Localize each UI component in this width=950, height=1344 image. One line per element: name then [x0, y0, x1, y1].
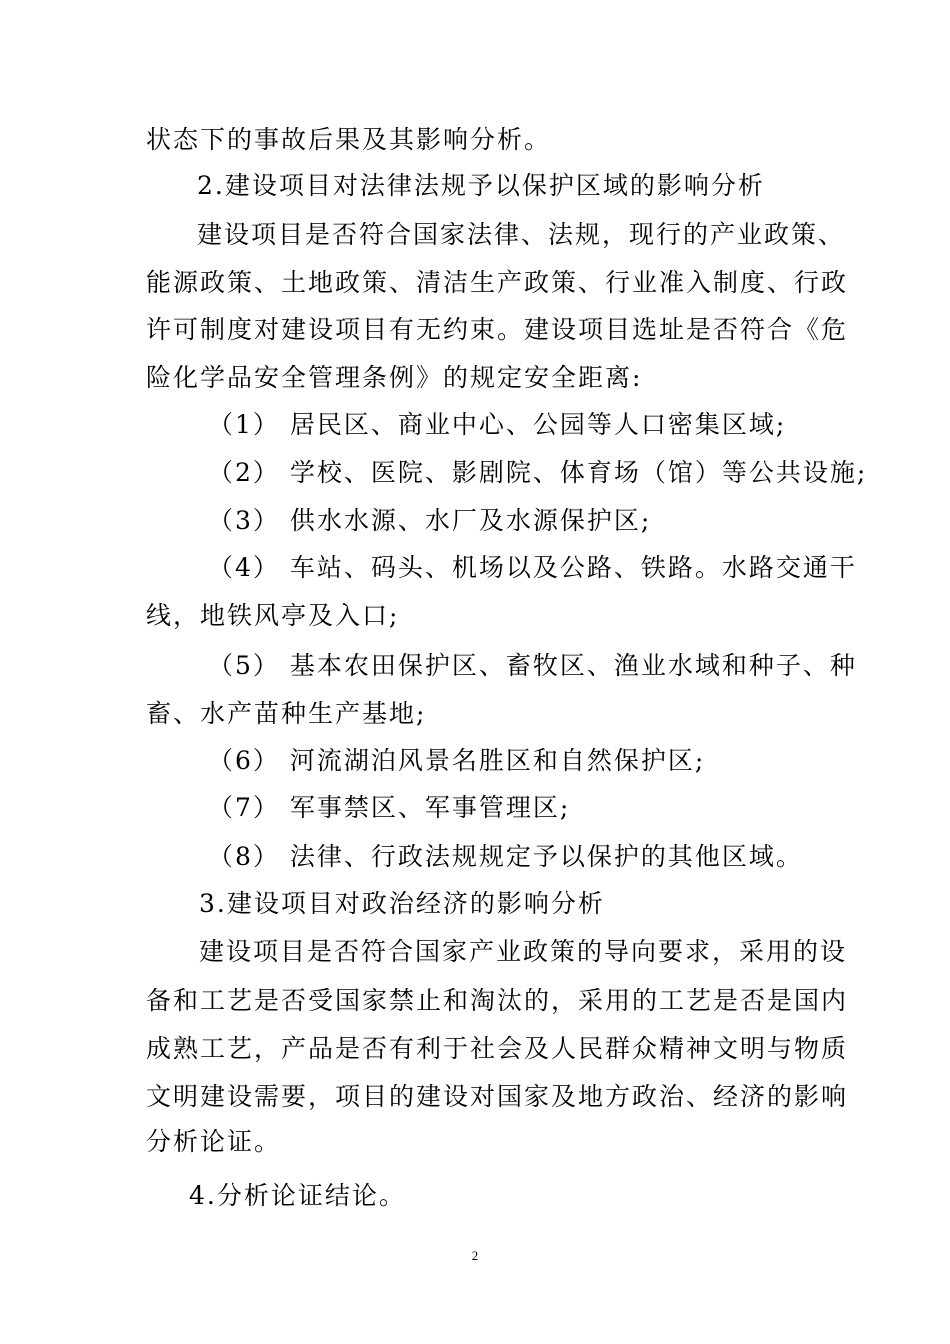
- section-heading: 4.分析论证结论。: [189, 1181, 406, 1210]
- text-line: 险化学品安全管理条例》的规定安全距离:: [146, 363, 643, 392]
- page-number: 2: [471, 1248, 479, 1263]
- list-item: （1） 居民区、商业中心、公园等人口密集区域;: [208, 410, 787, 439]
- text-line: 备和工艺是否受国家禁止和淘汰的，采用的工艺是否是国内: [146, 986, 849, 1015]
- list-item: （6） 河流湖泊风景名胜区和自然保护区;: [208, 746, 706, 775]
- text-line: 状态下的事故后果及其影响分析。: [146, 125, 552, 154]
- text-line: 许可制度对建设项目有无约束。建设项目选址是否符合《危: [146, 315, 849, 344]
- text-line: 分析论证。: [146, 1127, 282, 1156]
- text-line: 文明建设需要，项目的建设对国家及地方政治、经济的影响: [146, 1082, 849, 1111]
- list-item: （3） 供水水源、水厂及水源保护区;: [208, 506, 652, 535]
- list-item: （5） 基本农田保护区、畜牧区、渔业水域和种子、种: [208, 651, 857, 680]
- list-item: （2） 学校、医院、影剧院、体育场（馆）等公共设施;: [208, 458, 868, 487]
- section-heading: 2.建设项目对法律法规予以保护区域的影响分析: [197, 171, 765, 200]
- list-item-continuation: 畜、水产苗种生产基地;: [146, 699, 427, 728]
- list-item: （4） 车站、码头、机场以及公路、铁路。水路交通干: [208, 553, 857, 582]
- text-line: 能源政策、土地政策、清洁生产政策、行业准入制度、行政: [146, 268, 849, 297]
- list-item: （7） 军事禁区、军事管理区;: [208, 793, 571, 822]
- text-line: 建设项目是否符合国家法律、法规，现行的产业政策、: [197, 220, 846, 249]
- list-item-continuation: 线，地铁风亭及入口;: [146, 601, 400, 630]
- section-heading: 3.建设项目对政治经济的影响分析: [199, 889, 605, 918]
- text-line: 建设项目是否符合国家产业政策的导向要求，采用的设: [199, 937, 848, 966]
- text-line: 成熟工艺，产品是否有利于社会及人民群众精神文明与物质: [146, 1034, 849, 1063]
- list-item: （8） 法律、行政法规规定予以保护的其他区域。: [208, 842, 803, 871]
